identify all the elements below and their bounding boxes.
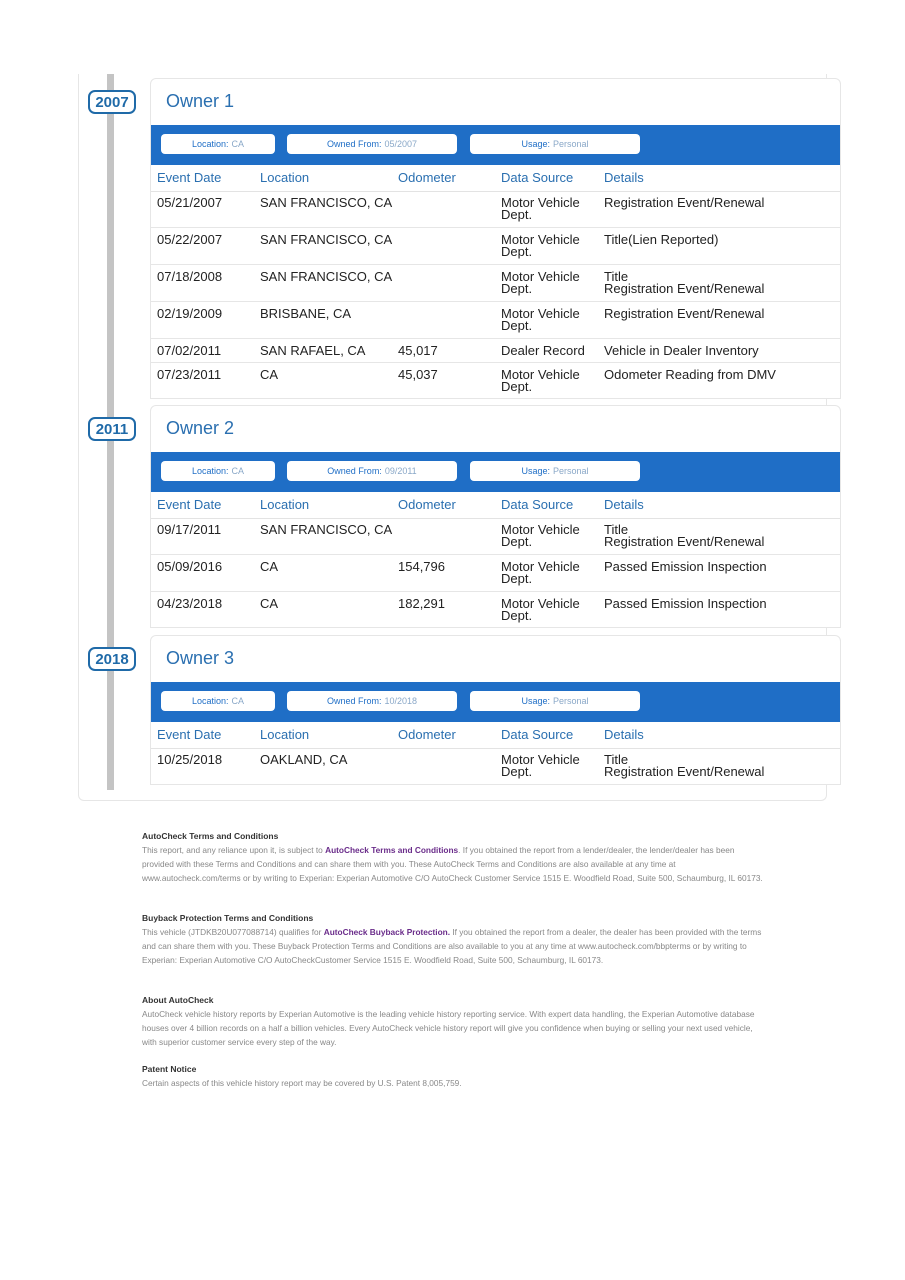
owned-from-pill	[287, 134, 457, 154]
table-header	[151, 492, 840, 519]
owner-info-bar	[151, 682, 840, 722]
usage-pill-value: Personal	[553, 696, 589, 706]
event-details	[604, 234, 834, 246]
terms-text-pre: This report, and any reliance upon it, is subject to	[142, 845, 326, 855]
data-source-line: Motor Vehicle	[501, 559, 580, 574]
usage-pill-value: Personal	[553, 466, 589, 476]
owner-info-bar	[151, 125, 840, 165]
event-details	[604, 561, 834, 573]
details-line: Vehicle in Dealer Inventory	[604, 343, 759, 358]
owner-card-2	[150, 405, 841, 628]
table-row	[151, 339, 840, 363]
owned-from-pill	[287, 461, 457, 481]
patent-text: Certain aspects of this vehicle history report may be covered by U.S. Patent 8,005,759.	[142, 1078, 462, 1088]
data-source-line: Motor Vehicle	[501, 195, 580, 210]
event-location: CA	[260, 367, 279, 382]
owner-title: Owner 3	[166, 648, 235, 668]
column-header: Odometer	[398, 727, 456, 742]
owned-from-pill	[287, 691, 457, 711]
event-date: 10/25/2018	[157, 752, 223, 767]
terms-section	[142, 829, 767, 885]
table-header	[151, 722, 840, 749]
event-date: 04/23/2018	[157, 596, 223, 611]
column-header: Data Source	[501, 727, 574, 742]
details-line: Title	[604, 522, 629, 537]
data-source-line: Motor Vehicle	[501, 306, 580, 321]
details-line: Registration Event/Renewal	[604, 533, 765, 549]
event-location: CA	[260, 559, 279, 574]
column-header: Location	[260, 170, 310, 185]
data-source-line: Motor Vehicle	[501, 232, 580, 247]
data-source-line: Dept.	[501, 243, 533, 259]
event-details	[604, 369, 834, 381]
buyback-text-pre: This vehicle (JTDKB20U077088714) qualifies for	[142, 927, 324, 937]
event-odometer: 182,291	[398, 596, 445, 611]
usage-pill	[470, 461, 640, 481]
event-data-source	[501, 308, 591, 331]
column-header: Event Date	[157, 497, 222, 512]
location-pill-value: CA	[231, 139, 245, 149]
buyback-section	[142, 911, 767, 967]
details-line: Registration Event/Renewal	[604, 763, 765, 779]
event-details	[604, 345, 834, 357]
year-badge-2011: 2011	[88, 417, 136, 441]
event-date: 05/09/2016	[157, 559, 223, 574]
column-header: Event Date	[157, 727, 222, 742]
terms-heading: AutoCheck Terms and Conditions	[142, 831, 279, 841]
owned-from-pill-label: Owned From:	[326, 696, 382, 706]
usage-pill	[470, 134, 640, 154]
terms-text	[142, 843, 767, 885]
details-line: Passed Emission Inspection	[604, 559, 767, 574]
event-odometer: 45,037	[398, 367, 438, 382]
data-source-line: Dept.	[501, 206, 533, 222]
details-line: Title(Lien Reported)	[604, 232, 719, 247]
event-details	[604, 308, 834, 320]
buyback-text	[142, 925, 767, 967]
table-row	[151, 592, 840, 630]
details-line: Registration Event/Renewal	[604, 195, 765, 210]
event-location: SAN FRANCISCO, CA	[260, 522, 393, 537]
location-pill	[161, 134, 275, 154]
event-data-source	[501, 271, 591, 294]
column-header: Location	[260, 497, 310, 512]
event-data-source	[501, 197, 591, 220]
owned-from-pill-value: 10/2018	[384, 696, 418, 706]
data-source-line: Motor Vehicle	[501, 269, 580, 284]
patent-heading: Patent Notice	[142, 1064, 197, 1074]
table-row	[151, 518, 840, 555]
table-row	[151, 302, 840, 339]
column-header: Details	[604, 497, 644, 512]
event-details	[604, 197, 834, 209]
event-date: 07/18/2008	[157, 269, 223, 284]
usage-pill	[470, 691, 640, 711]
terms-text-post: . If you obtained the report from a lender/dealer, the lender/dealer has been provided with these Terms and Conditions and can share them with you. These AutoCheck Terms and Conditions are also available at any time at www.autocheck.com/terms or by writing to Experian: Experian Automotive C/O AutoCheck Customer Service 1515 E. Woodfield Road, Suite 500, Schaumburg, IL 60173.	[142, 845, 763, 883]
event-date: 07/23/2011	[157, 367, 222, 382]
data-source-line: Dept.	[501, 317, 533, 333]
column-header: Details	[604, 170, 644, 185]
event-data-source	[501, 234, 591, 257]
usage-pill-label: Usage:	[521, 466, 550, 476]
event-date: 07/02/2011	[157, 343, 222, 358]
table-header	[151, 165, 840, 192]
about-heading: About AutoCheck	[142, 995, 214, 1005]
year-badge-2007: 2007	[88, 90, 136, 114]
data-source-line: Motor Vehicle	[501, 596, 580, 611]
event-location: SAN FRANCISCO, CA	[260, 232, 393, 247]
owned-from-pill-label: Owned From:	[326, 139, 382, 149]
column-header: Data Source	[501, 497, 574, 512]
location-pill-label: Location:	[191, 139, 229, 149]
data-source-line: Dept.	[501, 570, 533, 586]
location-pill-value: CA	[231, 466, 245, 476]
data-source-line: Dept.	[501, 607, 533, 623]
location-pill	[161, 691, 275, 711]
event-location: SAN FRANCISCO, CA	[260, 195, 393, 210]
event-location: OAKLAND, CA	[260, 752, 348, 767]
event-location: BRISBANE, CA	[260, 306, 352, 321]
location-pill-value: CA	[231, 696, 245, 706]
event-location: CA	[260, 596, 279, 611]
event-location: SAN FRANCISCO, CA	[260, 269, 393, 284]
usage-pill-value: Personal	[553, 139, 589, 149]
details-line: Odometer Reading from DMV	[604, 367, 776, 382]
data-source-line: Dealer Record	[501, 343, 585, 358]
owned-from-pill-value: 05/2007	[384, 139, 418, 149]
event-details	[604, 754, 834, 777]
column-header: Details	[604, 727, 644, 742]
about-text: AutoCheck vehicle history reports by Experian Automotive is the leading vehicle history reporting service. With expert data handling, the Experian Automotive database houses over 4 billion records on a half a billion vehicles. Every AutoCheck vehicle history report will give you confidence when buying or selling your next used vehicle, with superior customer service every step of the way.	[142, 1009, 755, 1047]
terms-link[interactable]: AutoCheck Terms and Conditions	[325, 845, 459, 855]
buyback-text-post: If you obtained the report from a dealer, the dealer has been provided with the terms and can share them with you. These Buyback Protection Terms and Conditions are also available to you at any time at www.autocheck.com/bbpterms or by writing to Experian: Experian Automotive C/O AutoCheckCustomer Service 1515 E. Woodfield Road, Suite 500, Schaumburg, IL 60173.	[142, 927, 762, 965]
location-pill	[161, 461, 275, 481]
event-details	[604, 271, 834, 294]
details-line: Title	[604, 752, 629, 767]
event-data-source	[501, 369, 591, 392]
location-pill-label: Location:	[191, 696, 229, 706]
event-odometer: 154,796	[398, 559, 445, 574]
table-row	[151, 191, 840, 228]
buyback-heading: Buyback Protection Terms and Conditions	[142, 913, 314, 923]
data-source-line: Motor Vehicle	[501, 752, 580, 767]
details-line: Passed Emission Inspection	[604, 596, 767, 611]
about-section	[142, 993, 767, 1049]
data-source-line: Dept.	[501, 763, 533, 779]
event-data-source	[501, 598, 591, 621]
owned-from-pill-label: Owned From:	[327, 466, 382, 476]
event-details	[604, 598, 834, 610]
usage-pill-label: Usage:	[521, 139, 550, 149]
table-row	[151, 363, 840, 401]
table-row	[151, 228, 840, 265]
owner-info-bar	[151, 452, 840, 492]
owner-card-3	[150, 635, 841, 785]
event-date: 02/19/2009	[157, 306, 223, 321]
event-date: 09/17/2011	[157, 522, 222, 537]
column-header: Event Date	[157, 170, 222, 185]
usage-pill-label: Usage:	[521, 696, 550, 706]
patent-section	[142, 1062, 767, 1090]
owner-title: Owner 2	[166, 418, 235, 438]
data-source-line: Motor Vehicle	[501, 522, 580, 537]
event-details	[604, 524, 834, 547]
data-source-line: Dept.	[501, 280, 533, 296]
column-header: Odometer	[398, 170, 456, 185]
owner-card-1	[150, 78, 841, 399]
event-location: SAN RAFAEL, CA	[260, 343, 366, 358]
year-badge-2018: 2018	[88, 647, 136, 671]
event-data-source	[501, 561, 591, 584]
event-date: 05/22/2007	[157, 232, 223, 247]
event-date: 05/21/2007	[157, 195, 223, 210]
details-line: Title	[604, 269, 629, 284]
event-data-source	[501, 345, 591, 357]
owner-title: Owner 1	[166, 91, 235, 111]
table-row	[151, 265, 840, 302]
buyback-link[interactable]: AutoCheck Buyback Protection.	[323, 927, 451, 937]
details-line: Registration Event/Renewal	[604, 306, 765, 321]
data-source-line: Motor Vehicle	[501, 367, 580, 382]
table-row	[151, 748, 840, 786]
details-line: Registration Event/Renewal	[604, 280, 765, 296]
column-header: Location	[260, 727, 310, 742]
column-header: Odometer	[398, 497, 456, 512]
data-source-line: Dept.	[501, 378, 533, 394]
event-data-source	[501, 754, 591, 777]
column-header: Data Source	[501, 170, 574, 185]
event-data-source	[501, 524, 591, 547]
data-source-line: Dept.	[501, 533, 533, 549]
event-odometer: 45,017	[398, 343, 438, 358]
owned-from-pill-value: 09/2011	[384, 466, 417, 476]
location-pill-label: Location:	[191, 466, 229, 476]
table-row	[151, 555, 840, 592]
